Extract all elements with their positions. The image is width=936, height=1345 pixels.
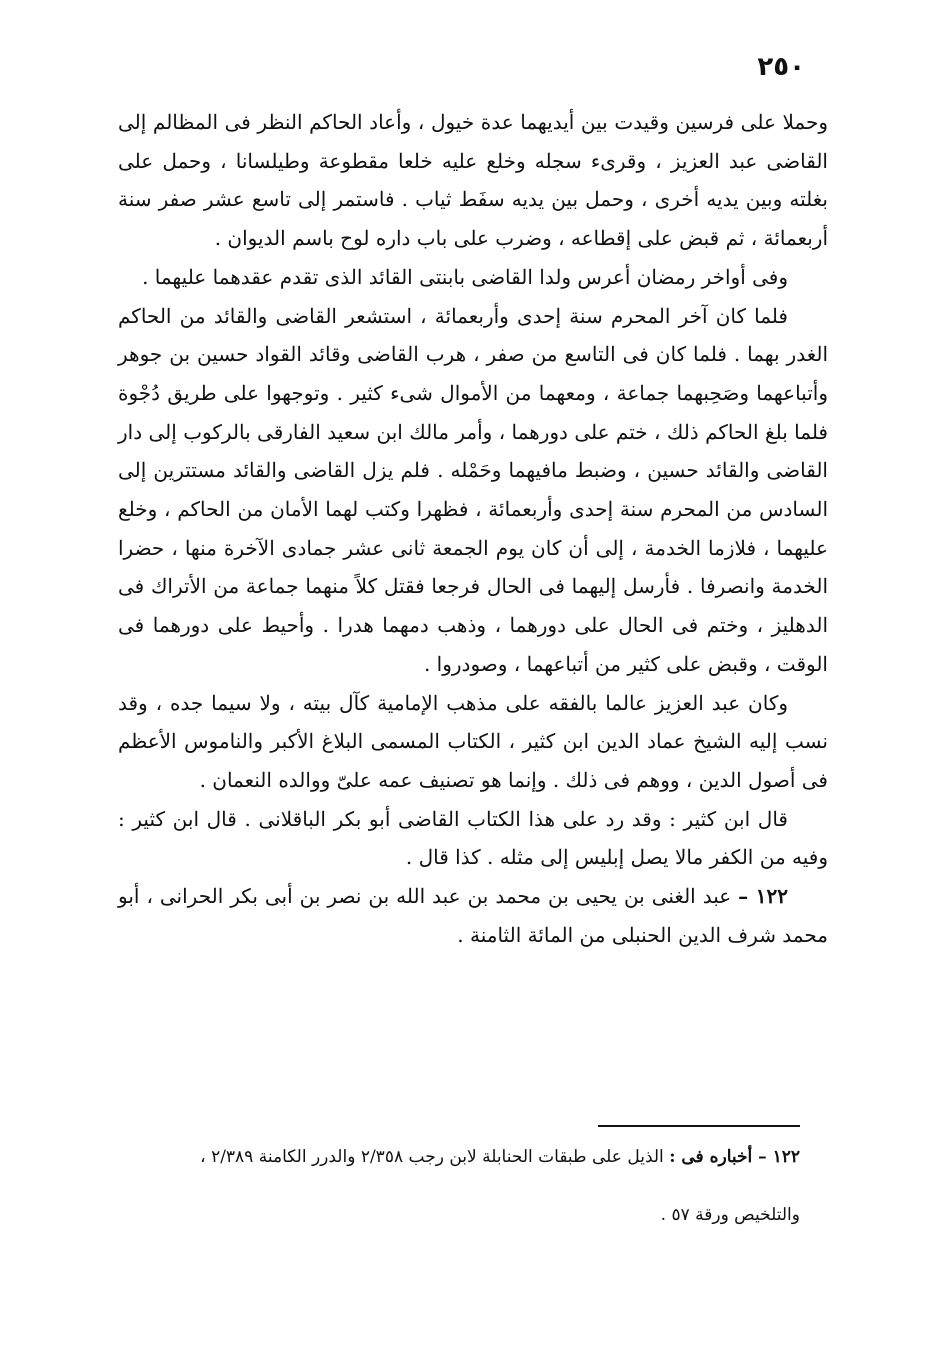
- page-number: ٢٥٠: [757, 52, 805, 82]
- footnote-divider: [598, 1125, 800, 1127]
- paragraph-5: قال ابن كثير : وقد رد على هذا الكتاب القاضى أبو بكر الباقلانى . قال ابن كثير : وفيه من الكفر مالا يصل إبليس إلى مثله . كذا قال .: [118, 806, 828, 870]
- paragraph-4: وكان عبد العزيز عالما بالفقه على مذهب الإمامية كآل بيته ، ولا سيما جده ، وقد نسب إليه الشيخ عماد الدين ابن كثير ، الكتاب المسمى البلاغ الأكبر والناموس الأعظم فى أصول الدين ، ووهم فى ذلك . وإنما هو تصنيف عمه علىّ ووالده النعمان .: [118, 690, 828, 792]
- footnote-text-1: الذيل على طبقات الحنابلة لابن رجب ٢/٣٥٨ والدرر الكامنة ٢/٣٨٩ ،: [200, 1147, 670, 1167]
- paragraph-1: وحملا على فرسين وقيدت بين أيديهما عدة خيول ، وأعاد الحاكم النظر فى المظالم إلى القاضى عبد العزيز ، وقرىء سجله وخلع عليه خلعا مقطوعة وطيلسانا ، وحمل على بغلته وبين يديه أخرى ، وحمل بين يديه سفَط ثياب . فاستمر إلى تاسع عشر صفر سنة أربعمائة ، ثم قبض على إقطاعه ، وضرب على باب داره لوح باسم الديوان .: [118, 110, 828, 251]
- footnote-head: ١٢٢ – أخباره فى :: [669, 1147, 800, 1167]
- entry-text: عبد الغنى بن يحيى بن محمد بن عبد الله بن نصر بن أبى بكر الحرانى ، أبو محمد شرف الدين الحنبلى من المائة الثامنة .: [118, 884, 828, 947]
- paragraph-2: وفى أواخر رمضان أعرس ولدا القاضى بابنتى القائد الذى تقدم عقدهما عليهما .: [142, 264, 788, 289]
- paragraph-3: فلما كان آخر المحرم سنة إحدى وأربعمائة ، استشعر القاضى والقائد من الحاكم الغدر بهما . فلما كان فى التاسع من صفر ، هرب القاضى وقائد القواد حسين بن جوهر وأتباعهما وصَحِبهما جماعة ، ومعهما من الأموال شىء كثير . وتوجهوا على طريق دُجْوة فلما بلغ الحاكم ذلك ، ختم على دورهما ، وأمر مالك ابن سعيد الفارقى بالركوب إلى دار القاضى والقائد حسين ، وضبط مافيهما وحَمْله . فلم يزل القاضى والقائد مستترين إلى السادس من المحرم سنة إحدى وأربعمائة ، فظهرا وكتب لهما الأمان من الحاكم ، وخلع عليهما ، فلازما الخدمة ، إلى أن كان يوم الجمعة ثانى عشر جمادى الآخرة منها ، حضرا الخدمة وانصرفا . فأرسل إليهما فى الحال فرجعا فقتل كلاً منهما جماعة من الأتراك فى الدهليز ، وختم فى الحال على دورهما ، وذهب دمهما هدرا . وأحيط على دورهما فى الوقت ، وقبض على كثير من أتباعهما ، وصودروا .: [118, 303, 828, 676]
- entry-number: ١٢٢ –: [738, 884, 788, 909]
- footnote: [118, 1128, 800, 1244]
- footnote-line-1: [118, 1128, 800, 1186]
- footnote-line-2: والتلخيص ورقة ٥٧ .: [660, 1205, 800, 1225]
- main-text-block: [118, 103, 828, 954]
- biography-entry: [118, 877, 828, 954]
